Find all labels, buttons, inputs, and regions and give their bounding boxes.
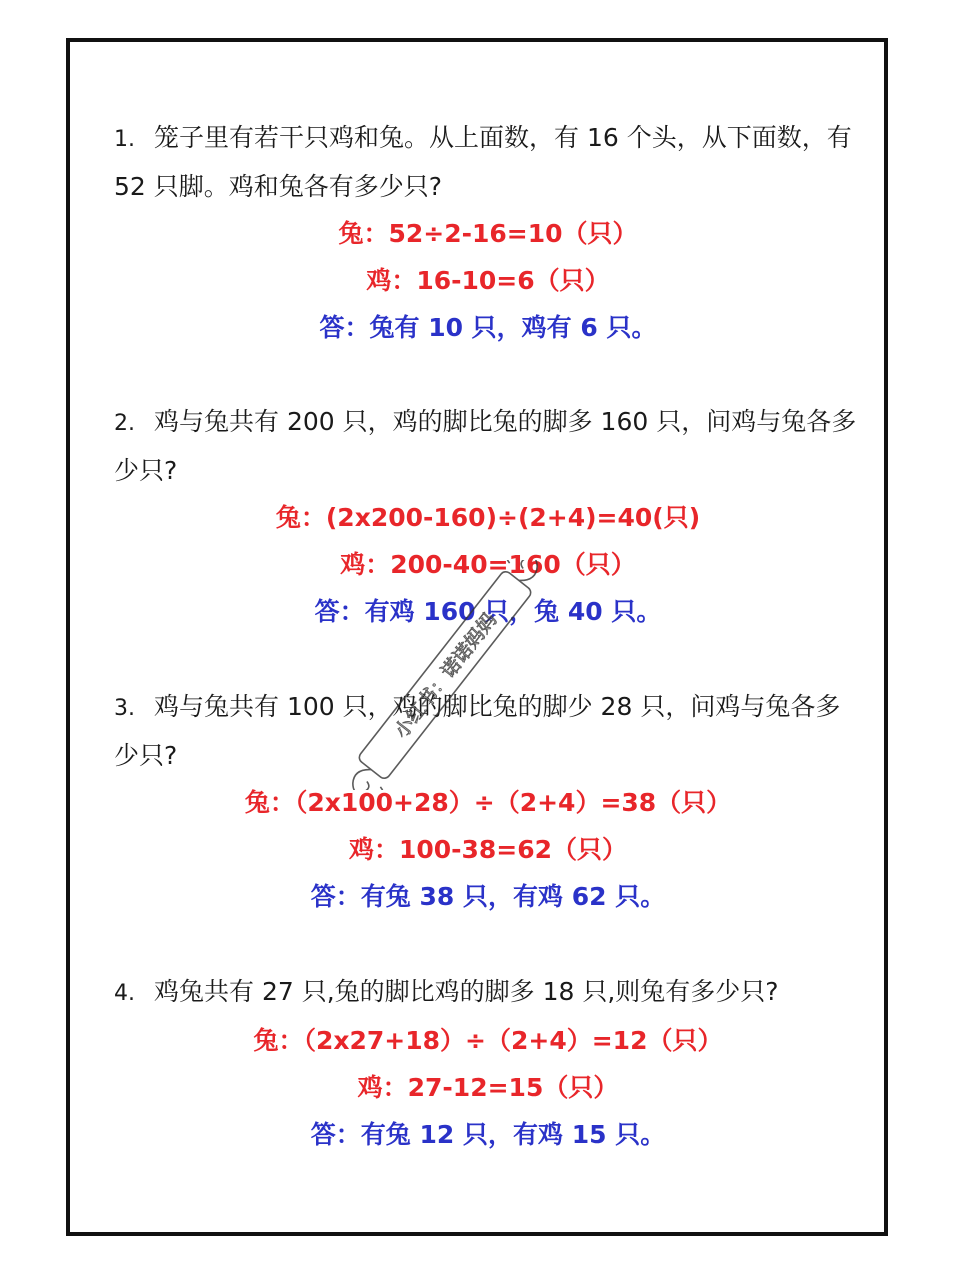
chicken-solution: 鸡：100-38=62（只） — [348, 835, 628, 864]
question-text — [114, 968, 862, 1017]
problem-3 — [114, 683, 862, 920]
question-number: 1. — [114, 127, 135, 152]
rabbit-solution: 兔：(2x200-160)÷(2+4)=40(只) — [275, 503, 701, 532]
watermark-text: 小红书：诺诺妈妈 — [390, 608, 502, 743]
problem-2 — [114, 398, 862, 635]
question-number: 2. — [114, 411, 135, 436]
rabbit-solution: 兔：52÷2-16=10（只） — [338, 219, 638, 248]
chicken-solution: 鸡：200-40=160（只） — [340, 550, 636, 579]
rabbit-solution: 兔：（2x27+18）÷（2+4）=12（只） — [253, 1026, 723, 1055]
question-number: 3. — [114, 696, 135, 721]
answer-line: 答：兔有 10 只，鸡有 6 只。 — [319, 313, 657, 342]
problem-1 — [114, 114, 862, 351]
question-body: 鸡与兔共有 100 只，鸡的脚比兔的脚少 28 只，问鸡与兔各多少只? — [114, 692, 841, 770]
question-text — [114, 683, 862, 779]
rabbit-solution: 兔：（2x100+28）÷（2+4）=38（只） — [244, 788, 732, 817]
question-number: 4. — [114, 981, 135, 1006]
answer-line: 答：有兔 38 只，有鸡 62 只。 — [310, 882, 666, 911]
question-text — [114, 114, 862, 210]
answer-line: 答：有兔 12 只，有鸡 15 只。 — [310, 1120, 666, 1149]
question-text — [114, 398, 862, 494]
chicken-solution: 鸡：27-12=15（只） — [357, 1073, 619, 1102]
question-body: 笼子里有若干只鸡和兔。从上面数，有 16 个头，从下面数，有 52 只脚。鸡和兔各有多少只? — [114, 123, 852, 201]
answer-line: 答：有鸡 160 只，兔 40 只。 — [314, 597, 662, 626]
question-body: 鸡兔共有 27 只,兔的脚比鸡的脚多 18 只,则兔有多少只? — [154, 977, 779, 1006]
worksheet-frame — [66, 38, 888, 1236]
question-body: 鸡与兔共有 200 只，鸡的脚比兔的脚多 160 只，问鸡与兔各多少只? — [114, 407, 857, 485]
chicken-solution: 鸡：16-10=6（只） — [366, 266, 610, 295]
problem-4 — [114, 968, 862, 1158]
